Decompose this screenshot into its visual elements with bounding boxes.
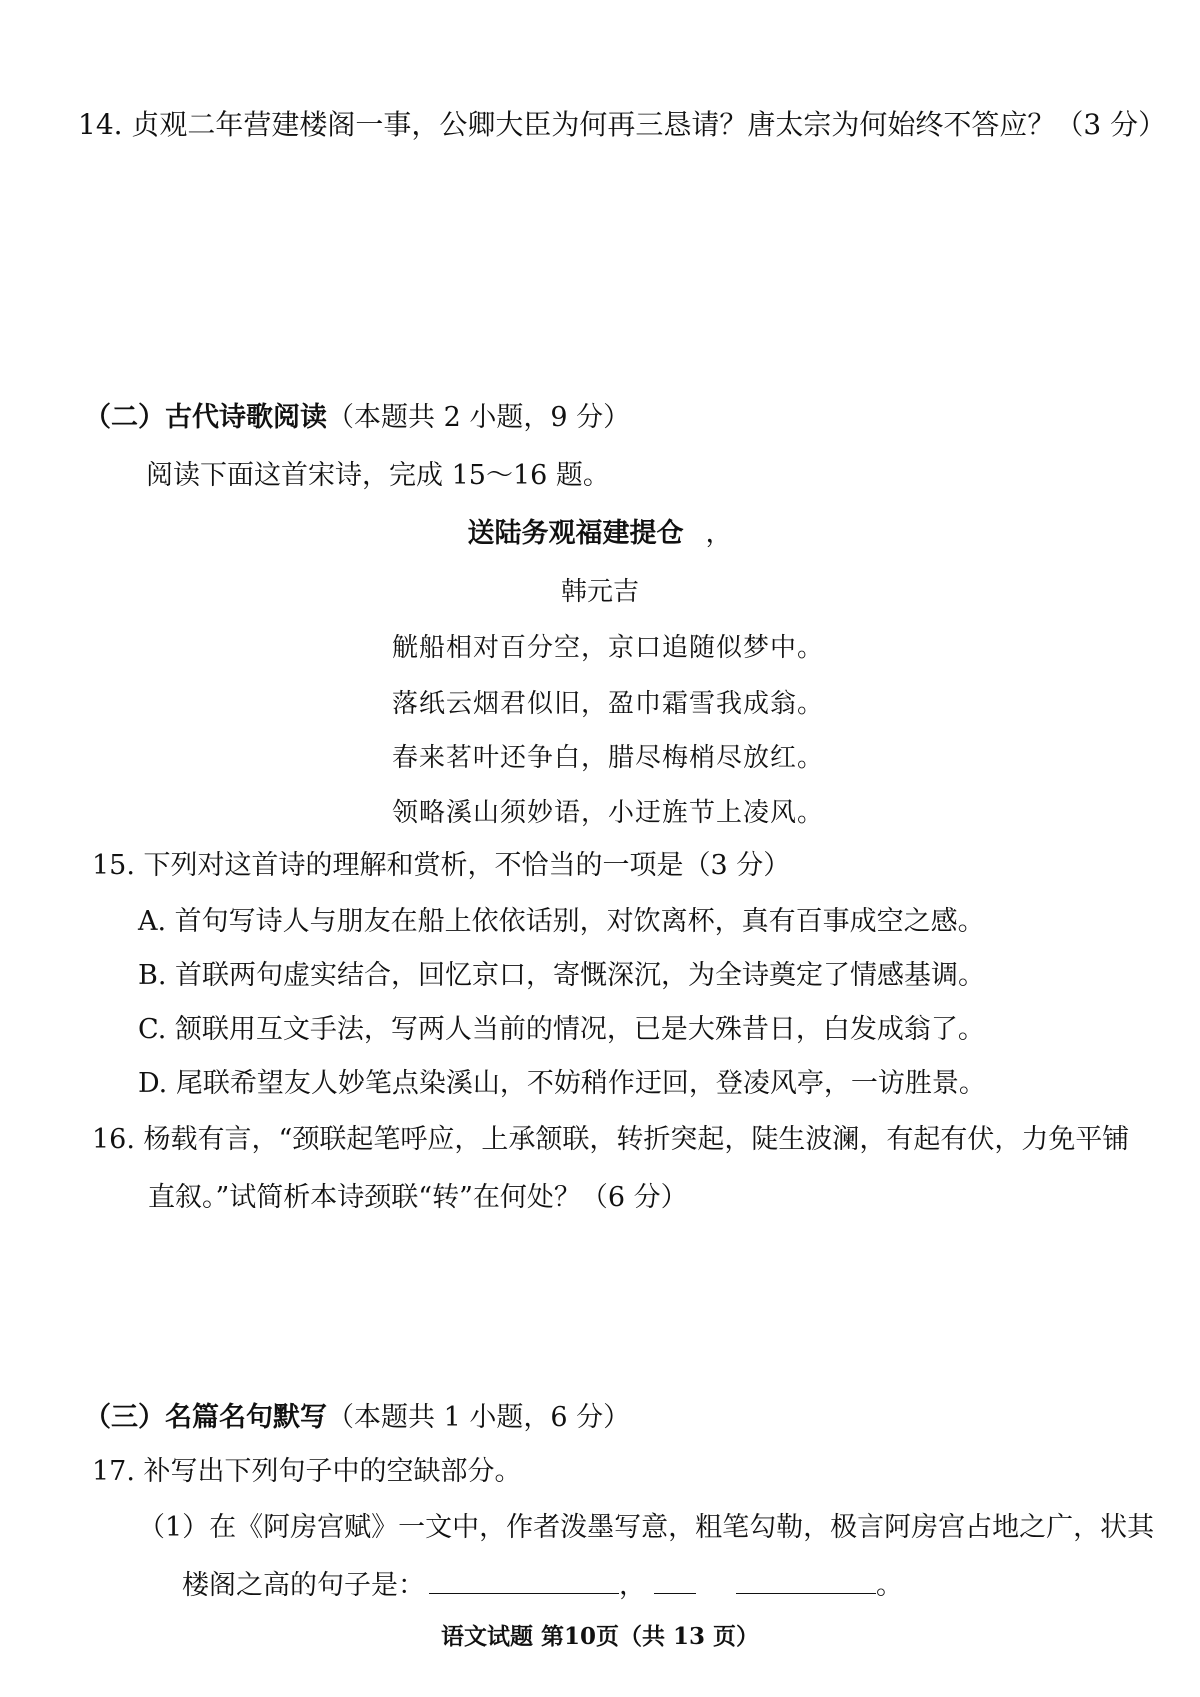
question-15-stem: 15. 下列对这首诗的理解和赏析，不恰当的一项是（3 分） (92, 850, 791, 881)
blank-comma: ， (619, 1570, 646, 1601)
section-2-heading (84, 400, 630, 436)
question-15-option-d: D. 尾联希望友人妙笔点染溪山，不妨稍作迂回，登凌风亭，一访胜景。 (138, 1068, 986, 1099)
poem-title-line (0, 516, 1200, 552)
section-3-title: （三）名篇名句默写 (84, 1402, 327, 1433)
poem-title: 送陆务观福建提仓 (467, 518, 684, 549)
question-17-sub1-line-2 (182, 1567, 903, 1604)
answer-blank[interactable] (429, 1567, 619, 1594)
question-16-line-2: 直叙。”试简析本诗颈联“转”在何处？（6 分） (148, 1182, 688, 1213)
section-2-note: （本题共 2 小题，9 分） (327, 402, 631, 433)
question-17-sub1-prefix: 楼阁之高的句子是： (182, 1570, 425, 1601)
poem-line: 落纸云烟君似旧，盈巾霜雪我成翁。 (392, 689, 825, 719)
poem-author: 韩元吉 (560, 577, 639, 607)
question-17-stem: 17. 补写出下列句子中的空缺部分。 (92, 1456, 522, 1487)
section-3-heading (84, 1400, 630, 1436)
question-15-option-a: A. 首句写诗人与朋友在船上依依话别，对饮离杯，真有百事成空之感。 (138, 906, 985, 937)
answer-blank[interactable] (654, 1567, 696, 1594)
question-17-sub1-line-1: （1）在《阿房宫赋》一文中，作者泼墨写意，粗笔勾勒，极言阿房宫占地之广，状其 (138, 1512, 1155, 1543)
section-2-instruction: 阅读下面这首宋诗，完成 15～16 题。 (146, 460, 610, 491)
poem-line: 觥船相对百分空，京口追随似梦中。 (392, 633, 825, 663)
section-2-title: （二）古代诗歌阅读 (84, 402, 327, 433)
page-footer: 语文试题 第10页（共 13 页） (440, 1623, 760, 1650)
question-15-option-b: B. 首联两句虚实结合，回忆京口，寄慨深沉，为全诗奠定了情感基调。 (138, 960, 986, 991)
poem-line: 春来茗叶还争白，腊尽梅梢尽放红。 (392, 743, 825, 773)
blank-period: 。 (876, 1570, 903, 1601)
poem-title-mark: ， (705, 518, 733, 549)
answer-blank[interactable] (736, 1567, 876, 1594)
question-16-line-1: 16. 杨载有言，“颈联起笔呼应，上承颔联，转折突起，陡生波澜，有起有伏，力免平铺 (92, 1124, 1130, 1155)
poem-line: 领略溪山须妙语，小迂旌节上凌风。 (392, 798, 825, 828)
section-3-note: （本题共 1 小题，6 分） (327, 1402, 631, 1433)
question-15-option-c: C. 颔联用互文手法，写两人当前的情况，已是大殊昔日，白发成翁了。 (138, 1014, 985, 1045)
question-14: 14. 贞观二年营建楼阁一事，公卿大臣为何再三恳请？唐太宗为何始终不答应？（3 分） (78, 108, 1167, 141)
